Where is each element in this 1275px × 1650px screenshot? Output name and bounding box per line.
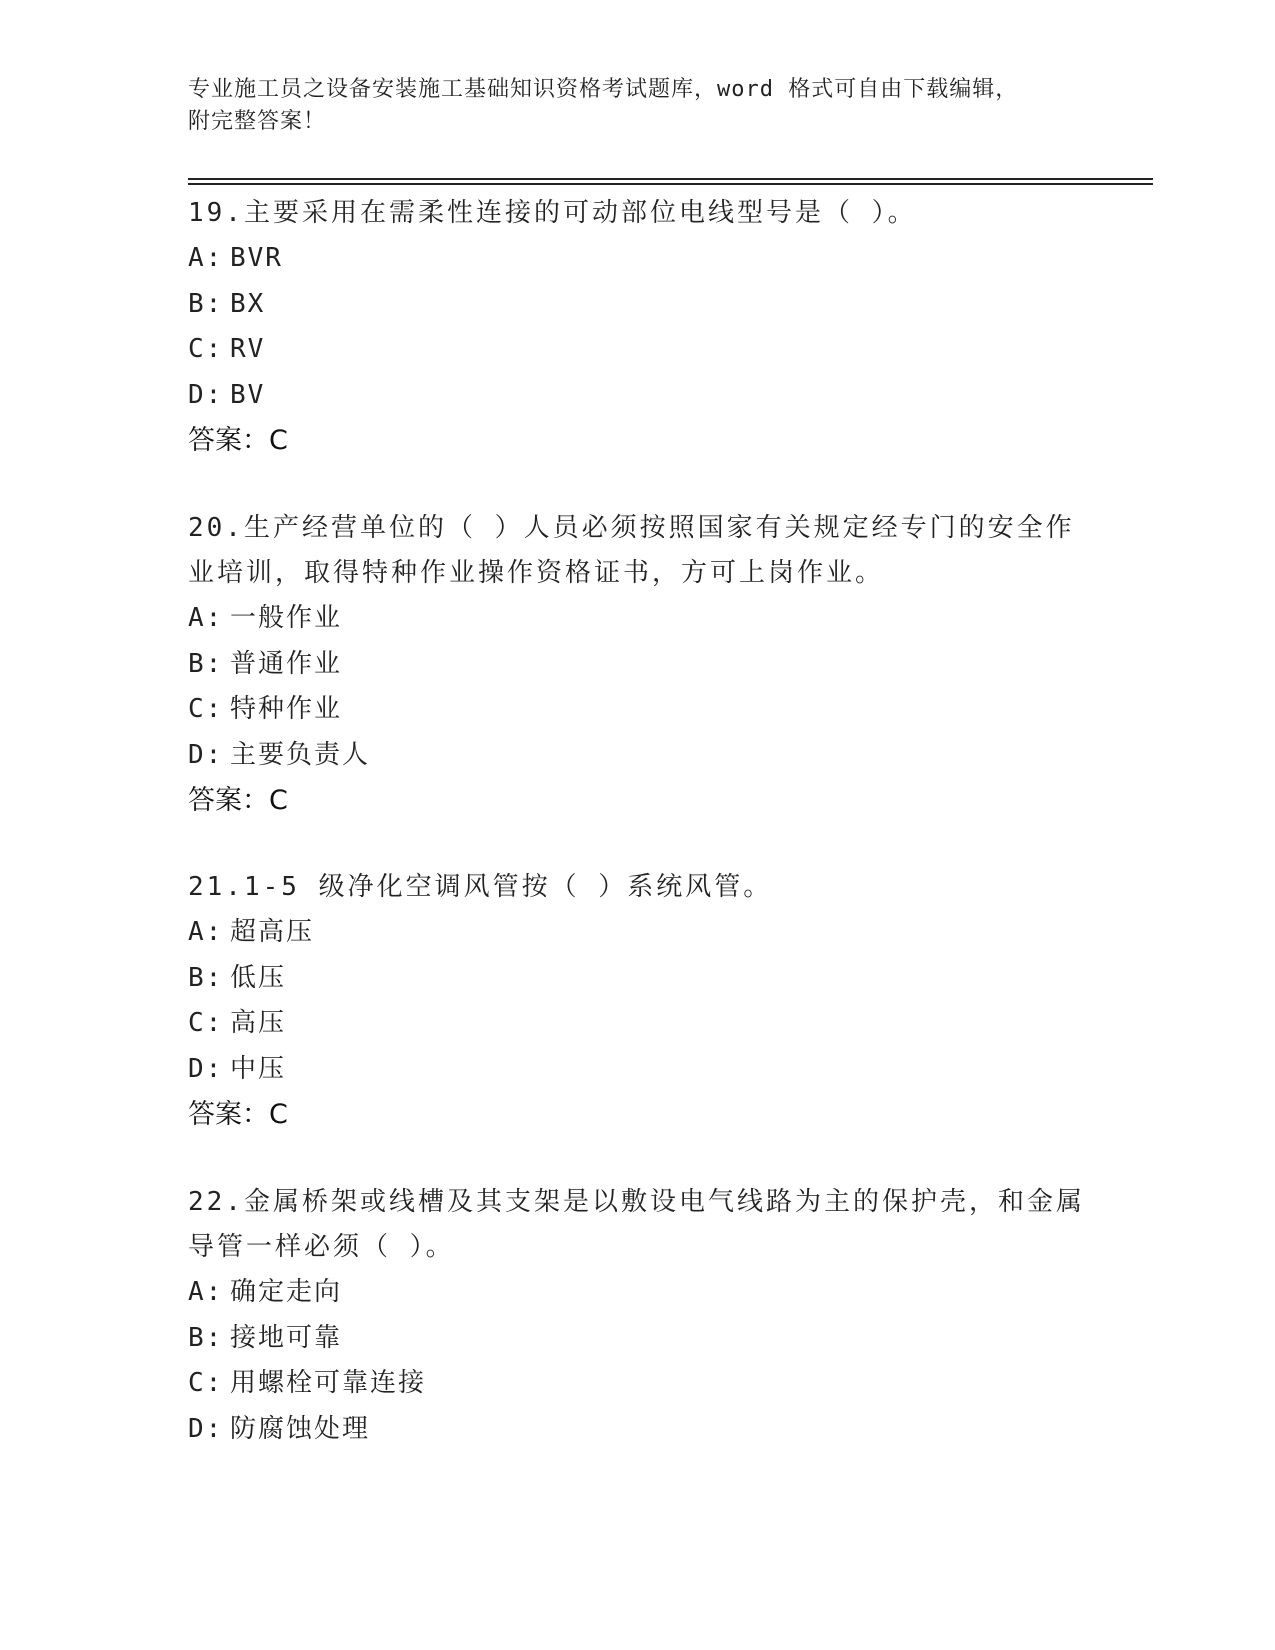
option-a [188,1270,1088,1316]
option-key: C: [188,334,224,364]
question-22 [188,1180,1088,1452]
option-text: 主要负责人 [230,739,371,770]
option-a [188,910,1088,956]
question-line: 22.金属桥架或线槽及其支架是以敷设电气线路为主的保护壳，和金属 [188,1187,1085,1217]
option-key: A: [188,1277,224,1307]
option-text: 接地可靠 [230,1322,343,1353]
option-text: 高压 [230,1008,287,1038]
header-divider-top [188,178,1153,180]
question-line: 20.生产经营单位的（ ）人员必须按照国家有关规定经专门的安全作 [188,513,1075,543]
option-text: 一般作业 [230,603,343,633]
option-b [188,642,1088,688]
question-line: 业培训，取得特种作业操作资格证书，方可上岗作业。 [188,558,885,588]
option-key: B: [188,648,224,679]
option-key: C: [188,1368,224,1398]
answer-label: 答案：C [188,1099,288,1130]
option-text: BX [230,288,266,319]
option-text: 防腐蚀处理 [230,1413,371,1444]
option-text: RV [230,334,266,364]
option-text: BVR [230,243,283,273]
document-header [188,74,1068,138]
option-c [188,687,1088,733]
header-line-2: 附完整答案！ [188,109,327,134]
option-b [188,282,1088,328]
option-d [188,1047,1088,1093]
option-b [188,1316,1088,1362]
question-line: 导管一样必须（ ）。 [188,1232,455,1262]
option-key: D: [188,379,224,410]
question-text [188,506,1088,596]
option-text: 用螺栓可靠连接 [230,1368,427,1398]
question-line: 19.主要采用在需柔性连接的可动部位电线型号是（ ）。 [188,198,917,228]
option-c [188,1361,1088,1407]
question-text [188,191,1088,236]
option-text: 特种作业 [230,694,343,724]
option-text: BV [230,379,266,410]
header-line-1: 专业施工员之设备安装施工基础知识资格考试题库，word 格式可自由下载编辑， [188,77,1019,102]
question-21 [188,865,1088,1137]
option-key: D: [188,1413,224,1444]
answer-label: 答案：C [188,785,288,816]
question-text [188,865,1088,910]
option-text: 确定走向 [230,1277,343,1307]
answer-label: 答案：C [188,425,288,456]
option-key: A: [188,243,224,273]
option-key: B: [188,962,224,993]
option-c [188,327,1088,373]
option-d [188,1407,1088,1453]
question-line: 21.1-5 级净化空调风管按（ ）系统风管。 [188,872,773,902]
option-b [188,956,1088,1002]
option-key: D: [188,1053,224,1084]
option-key: A: [188,917,224,947]
option-text: 超高压 [230,917,315,947]
header-divider-bottom [188,183,1153,185]
question-text [188,1180,1088,1270]
option-d [188,373,1088,419]
option-key: B: [188,1322,224,1353]
question-20 [188,506,1088,823]
option-text: 中压 [230,1053,287,1084]
option-key: D: [188,739,224,770]
option-a [188,236,1088,282]
option-c [188,1001,1088,1047]
question-19 [188,191,1088,463]
option-key: B: [188,288,224,319]
option-text: 普通作业 [230,648,343,679]
option-d [188,733,1088,779]
option-text: 低压 [230,962,287,993]
option-a [188,596,1088,642]
option-key: C: [188,1008,224,1038]
option-key: A: [188,603,224,633]
option-key: C: [188,694,224,724]
